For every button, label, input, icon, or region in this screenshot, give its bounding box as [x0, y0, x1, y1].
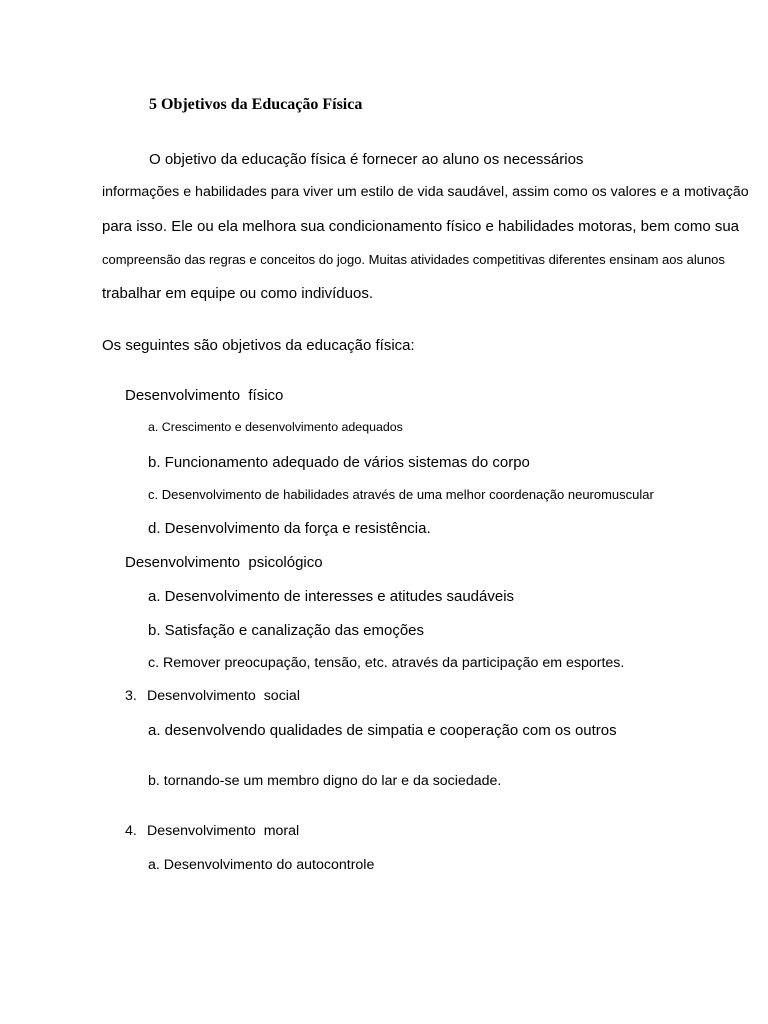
- intro-line-3: para isso. Ele ou ela melhora sua condicionamento físico e habilidades motoras, bem como sua: [102, 218, 740, 235]
- section-2-item-b: b. Satisfação e canalização das emoções: [148, 622, 424, 639]
- section-1-item-b: b. Funcionamento adequado de vários sistemas do corpo: [148, 454, 530, 471]
- section-4-item-a: a. Desenvolvimento do autocontrole: [148, 857, 375, 873]
- section-2-item-a: a. Desenvolvimento de interesses e atitudes saudáveis: [148, 588, 515, 605]
- section-1-item-c: c. Desenvolvimento de habilidades através de uma melhor coordenação neuromuscular: [148, 487, 654, 502]
- section-3-item-b: b. tornando-se um membro digno do lar e da sociedade.: [148, 773, 502, 789]
- section-1-item-d: d. Desenvolvimento da força e resistência.: [148, 520, 431, 537]
- list-intro: Os seguintes são objetivos da educação física:: [102, 337, 415, 354]
- intro-line-2: informações e habilidades para viver um estilo de vida saudável, assim como os valores e a motivação: [102, 184, 749, 200]
- section-4-number: 4.: [125, 823, 137, 839]
- document-heading: 5 Objetivos da Educação Física: [149, 96, 363, 113]
- intro-line-4: compreensão das regras e conceitos do jogo. Muitas atividades competitivas diferentes ensinam aos alunos: [102, 252, 725, 267]
- section-title-moral: Desenvolvimento moral: [147, 823, 300, 839]
- section-3-number: 3.: [125, 688, 137, 704]
- section-1-item-a: a. Crescimento e desenvolvimento adequados: [148, 420, 403, 434]
- section-2-item-c: c. Remover preocupação, tensão, etc. através da participação em esportes.: [148, 655, 625, 671]
- section-title-social: Desenvolvimento social: [147, 688, 300, 704]
- section-title-fisico: Desenvolvimento físico: [125, 387, 284, 404]
- section-3-item-a: a. desenvolvendo qualidades de simpatia e cooperação com os outros: [148, 722, 617, 739]
- intro-line-5: trabalhar em equipe ou como indivíduos.: [102, 285, 373, 302]
- section-title-psicologico: Desenvolvimento psicológico: [125, 554, 323, 571]
- intro-line-1: O objetivo da educação física é fornecer ao aluno os necessários: [149, 151, 584, 168]
